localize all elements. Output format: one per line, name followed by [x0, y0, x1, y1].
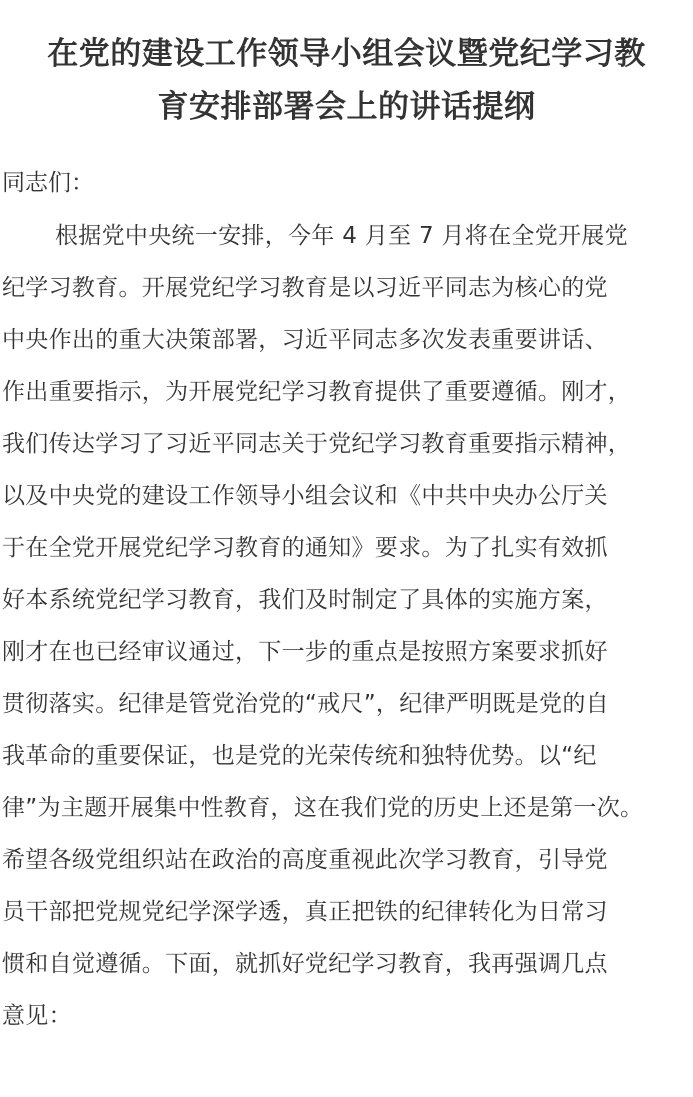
body-line-2: 纪学习教育。开展党纪学习教育是以习近平同志为核心的党: [2, 275, 608, 301]
body-line-11: 我革命的重要保证，也是党的光荣传统和独特优势。以“纪: [2, 743, 597, 769]
body-paragraph: [2, 216, 693, 1048]
salutation: 同志们：: [2, 170, 94, 196]
body-line-15: 惯和自觉遵循。下面，就抓好党纪学习教育，我再强调几点: [2, 951, 608, 977]
body-line-16: 意见：: [2, 1003, 72, 1029]
body-line-1: 根据党中央统一安排，今年 4 月至 7 月将在全党开展党: [55, 223, 628, 249]
body-line-9: 刚才在也已经审议通过，下一步的重点是按照方案要求抓好: [2, 639, 608, 665]
body-line-14: 员干部把党规党纪学深学透，真正把铁的纪律转化为日常习: [2, 899, 608, 925]
body-line-13: 希望各级党组织站在政治的高度重视此次学习教育，引导党: [2, 847, 608, 873]
body-line-10: 贯彻落实。纪律是管党治党的“戒尺”，纪律严明既是党的自: [2, 691, 609, 717]
body-line-6: 以及中央党的建设工作领导小组会议和《中共中央办公厅关: [2, 483, 608, 509]
title-line-2: 育安排部署会上的讲话提纲: [157, 89, 536, 125]
title-line-1: 在党的建设工作领导小组会议暨党纪学习教: [47, 36, 646, 72]
body-line-8: 好本系统党纪学习教育，我们及时制定了具体的实施方案，: [2, 587, 608, 613]
body-line-4: 作出重要指示，为开展党纪学习教育提供了重要遵循。刚才，: [2, 379, 632, 405]
body-line-5: 我们传达学习了习近平同志关于党纪学习教育重要指示精神，: [2, 431, 632, 457]
body-line-7: 于在全党开展党纪学习教育的通知》要求。为了扎实有效抓: [2, 535, 608, 561]
body-line-12: 律”为主题开展集中性教育，这在我们党的历史上还是第一次。: [2, 795, 644, 821]
document-title: [0, 28, 693, 134]
body-line-3: 中央作出的重大决策部署，习近平同志多次发表重要讲话、: [2, 327, 608, 353]
